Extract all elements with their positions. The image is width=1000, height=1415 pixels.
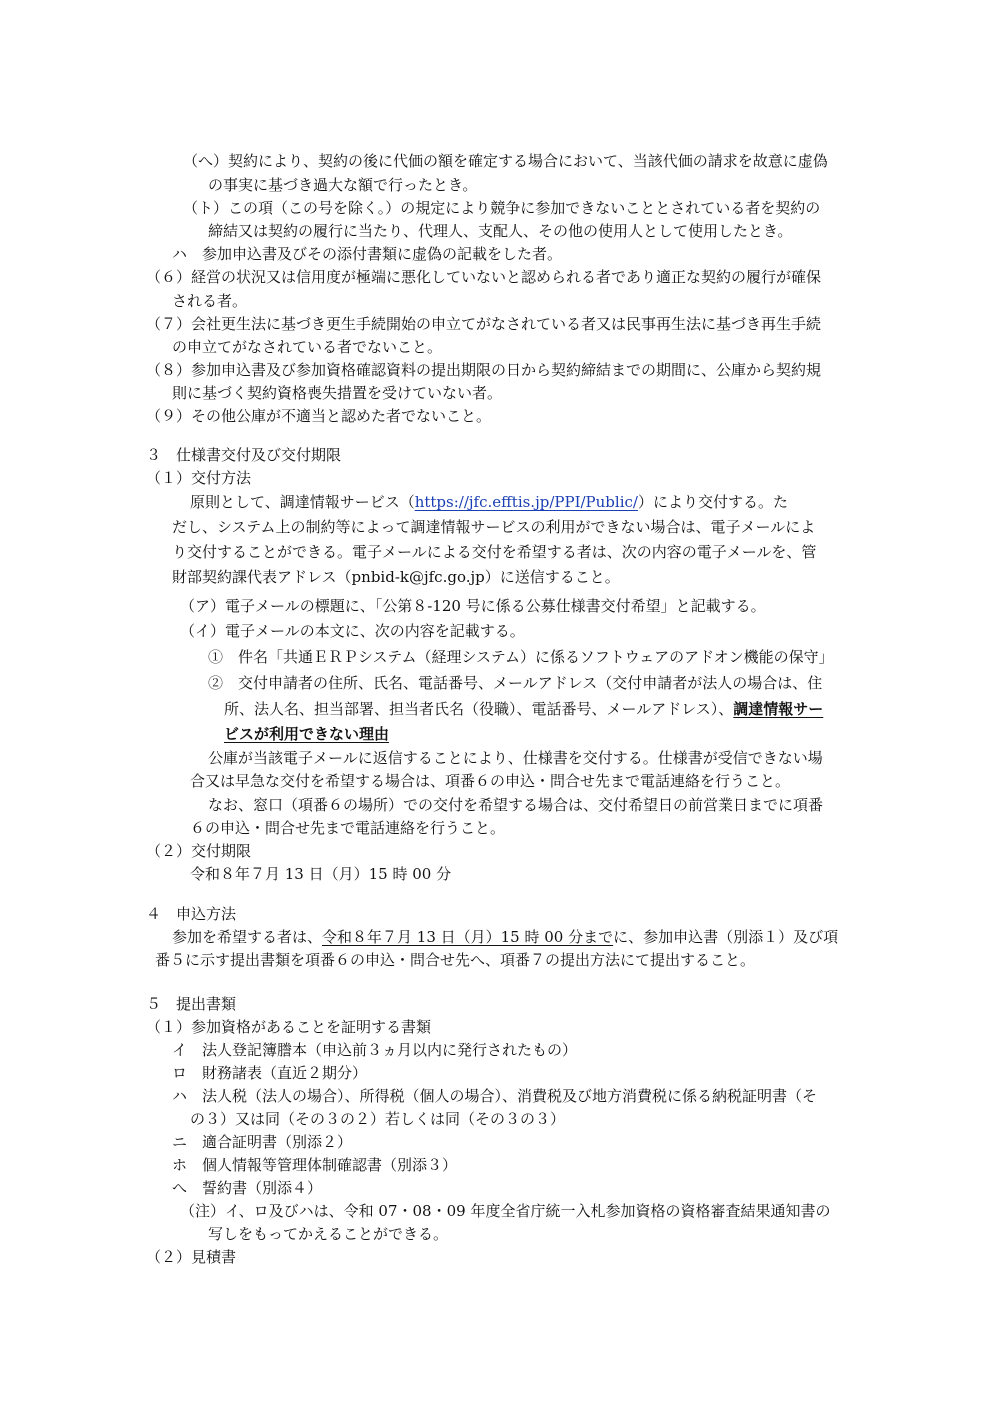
text-segment: 所、法人名、担当部署、担当者氏名（役職）、電話番号、メールアドレス）、	[224, 700, 734, 718]
text-line: 財部契約課代表アドレス（pnbid-k@jfc.go.jp）に送信すること。	[172, 568, 620, 586]
text-segment: に、参加申込書（別添１）及び項	[613, 928, 839, 946]
text-line: ハ 参加申込書及びその添付書類に虚偽の記載をした者。	[172, 245, 563, 263]
text-line: の事実に基づき過大な額で行ったとき。	[208, 176, 478, 194]
text-line: の申立てがなされている者でないこと。	[172, 338, 443, 356]
underlined-deadline: 令和８年７月 13 日（月）15 時 00 分まで	[322, 928, 614, 946]
text-line: （６）経営の状況又は信用度が極端に悪化していないと認められる者であり適正な契約の履行が確保	[146, 268, 822, 286]
procurement-service-link[interactable]: https://jfc.efftis.jp/PPI/Public/	[414, 493, 638, 511]
text-line: の３）又は同（その３の２）若しくは同（その３の３）	[190, 1110, 566, 1128]
underlined-emphasis: 調達情報サー	[733, 700, 824, 718]
text-line	[224, 698, 823, 721]
text-segment: ）により交付する。た	[637, 493, 788, 511]
text-line: 公庫が当該電子メールに返信することにより、仕様書を交付する。仕様書が受信できない場	[208, 749, 823, 767]
text-line: （９）その他公庫が不適当と認めた者でないこと。	[146, 407, 492, 425]
text-line: ① 件名「共通ＥＲＰシステム（経理システム）に係るソフトウェアのアドオン機能の保守」	[208, 648, 834, 666]
text-line: （ア）電子メールの標題に、「公第８-120 号に係る公募仕様書交付希望」と記載する。	[180, 597, 766, 615]
text-line: 番５に示す提出書類を項番６の申込・問合せ先へ、項番７の提出方法にて提出すること。	[155, 951, 756, 969]
section-heading: ５ 提出書類	[146, 995, 237, 1013]
text-line: 締結又は契約の履行に当たり、代理人、支配人、その他の使用人として使用したとき。	[208, 222, 793, 240]
list-item: ホ 個人情報等管理体制確認書（別添３）	[172, 1156, 458, 1174]
text-line: 合又は早急な交付を希望する場合は、項番６の申込・問合せ先まで電話連絡を行うこと。	[190, 772, 791, 790]
list-item: ニ 適合証明書（別添２）	[172, 1133, 353, 1151]
text-line: （８）参加申込書及び参加資格確認資料の提出期限の日から契約締結までの期間に、公庫から契約規	[146, 361, 822, 379]
text-line: ② 交付申請者の住所、氏名、電話番号、メールアドレス（交付申請者が法人の場合は、住	[208, 674, 823, 692]
section-heading: ３ 仕様書交付及び交付期限	[146, 446, 342, 464]
text-line: される者。	[172, 292, 248, 310]
text-line: 則に基づく契約資格喪失措置を受けていない者。	[172, 384, 503, 402]
list-item: ロ 財務諸表（直近２期分）	[172, 1064, 368, 1082]
note-line: 写しをもってかえることができる。	[208, 1225, 449, 1243]
note-line: （注）イ、ロ及びハは、令和 07・08・09 年度全省庁統一入札参加資格の資格審査結果通知書の	[180, 1202, 831, 1220]
subsection-heading: （２）見積書	[146, 1248, 237, 1266]
subsection-heading: （１）交付方法	[146, 469, 252, 487]
text-line: （ト）この項（この号を除く。）の規定により競争に参加できないこととされている者を契約の	[183, 199, 821, 217]
list-item: へ 誓約書（別添４）	[172, 1179, 323, 1197]
list-item: イ 法人登記簿謄本（申込前３ヵ月以内に発行されたもの）	[172, 1041, 578, 1059]
deadline-text: 令和８年７月 13 日（月）15 時 00 分	[190, 865, 452, 883]
text-line	[224, 723, 389, 746]
text-segment: 原則として、調達情報サービス（	[190, 493, 415, 511]
section-heading: ４ 申込方法	[146, 905, 237, 923]
list-item: ハ 法人税（法人の場合）、所得税（個人の場合）、消費税及び地方消費税に係る納税証明書（そ	[172, 1087, 818, 1105]
text-line: だし、システム上の制約等によって調達情報サービスの利用ができない場合は、電子メールによ	[172, 518, 816, 536]
text-line: （イ）電子メールの本文に、次の内容を記載する。	[180, 622, 525, 640]
text-line: なお、窓口（項番６の場所）での交付を希望する場合は、交付希望日の前営業日までに項番	[208, 796, 824, 814]
text-segment: 参加を希望する者は、	[172, 928, 323, 946]
underlined-emphasis: ビスが利用できない理由	[224, 725, 390, 743]
text-line: ６の申込・問合せ先まで電話連絡を行うこと。	[190, 819, 506, 837]
subsection-heading: （２）交付期限	[146, 842, 252, 860]
text-line	[172, 926, 838, 949]
subsection-heading: （１）参加資格があることを証明する書類	[146, 1018, 432, 1036]
text-line	[190, 491, 788, 514]
text-line: り交付することができる。電子メールによる交付を希望する者は、次の内容の電子メールを、管	[172, 543, 817, 561]
text-line: （７）会社更生法に基づき更生手続開始の申立てがなされている者又は民事再生法に基づき再生手続	[146, 315, 822, 333]
text-line: （へ）契約により、契約の後に代価の額を確定する場合において、当該代価の請求を故意に虚偽	[183, 152, 828, 170]
